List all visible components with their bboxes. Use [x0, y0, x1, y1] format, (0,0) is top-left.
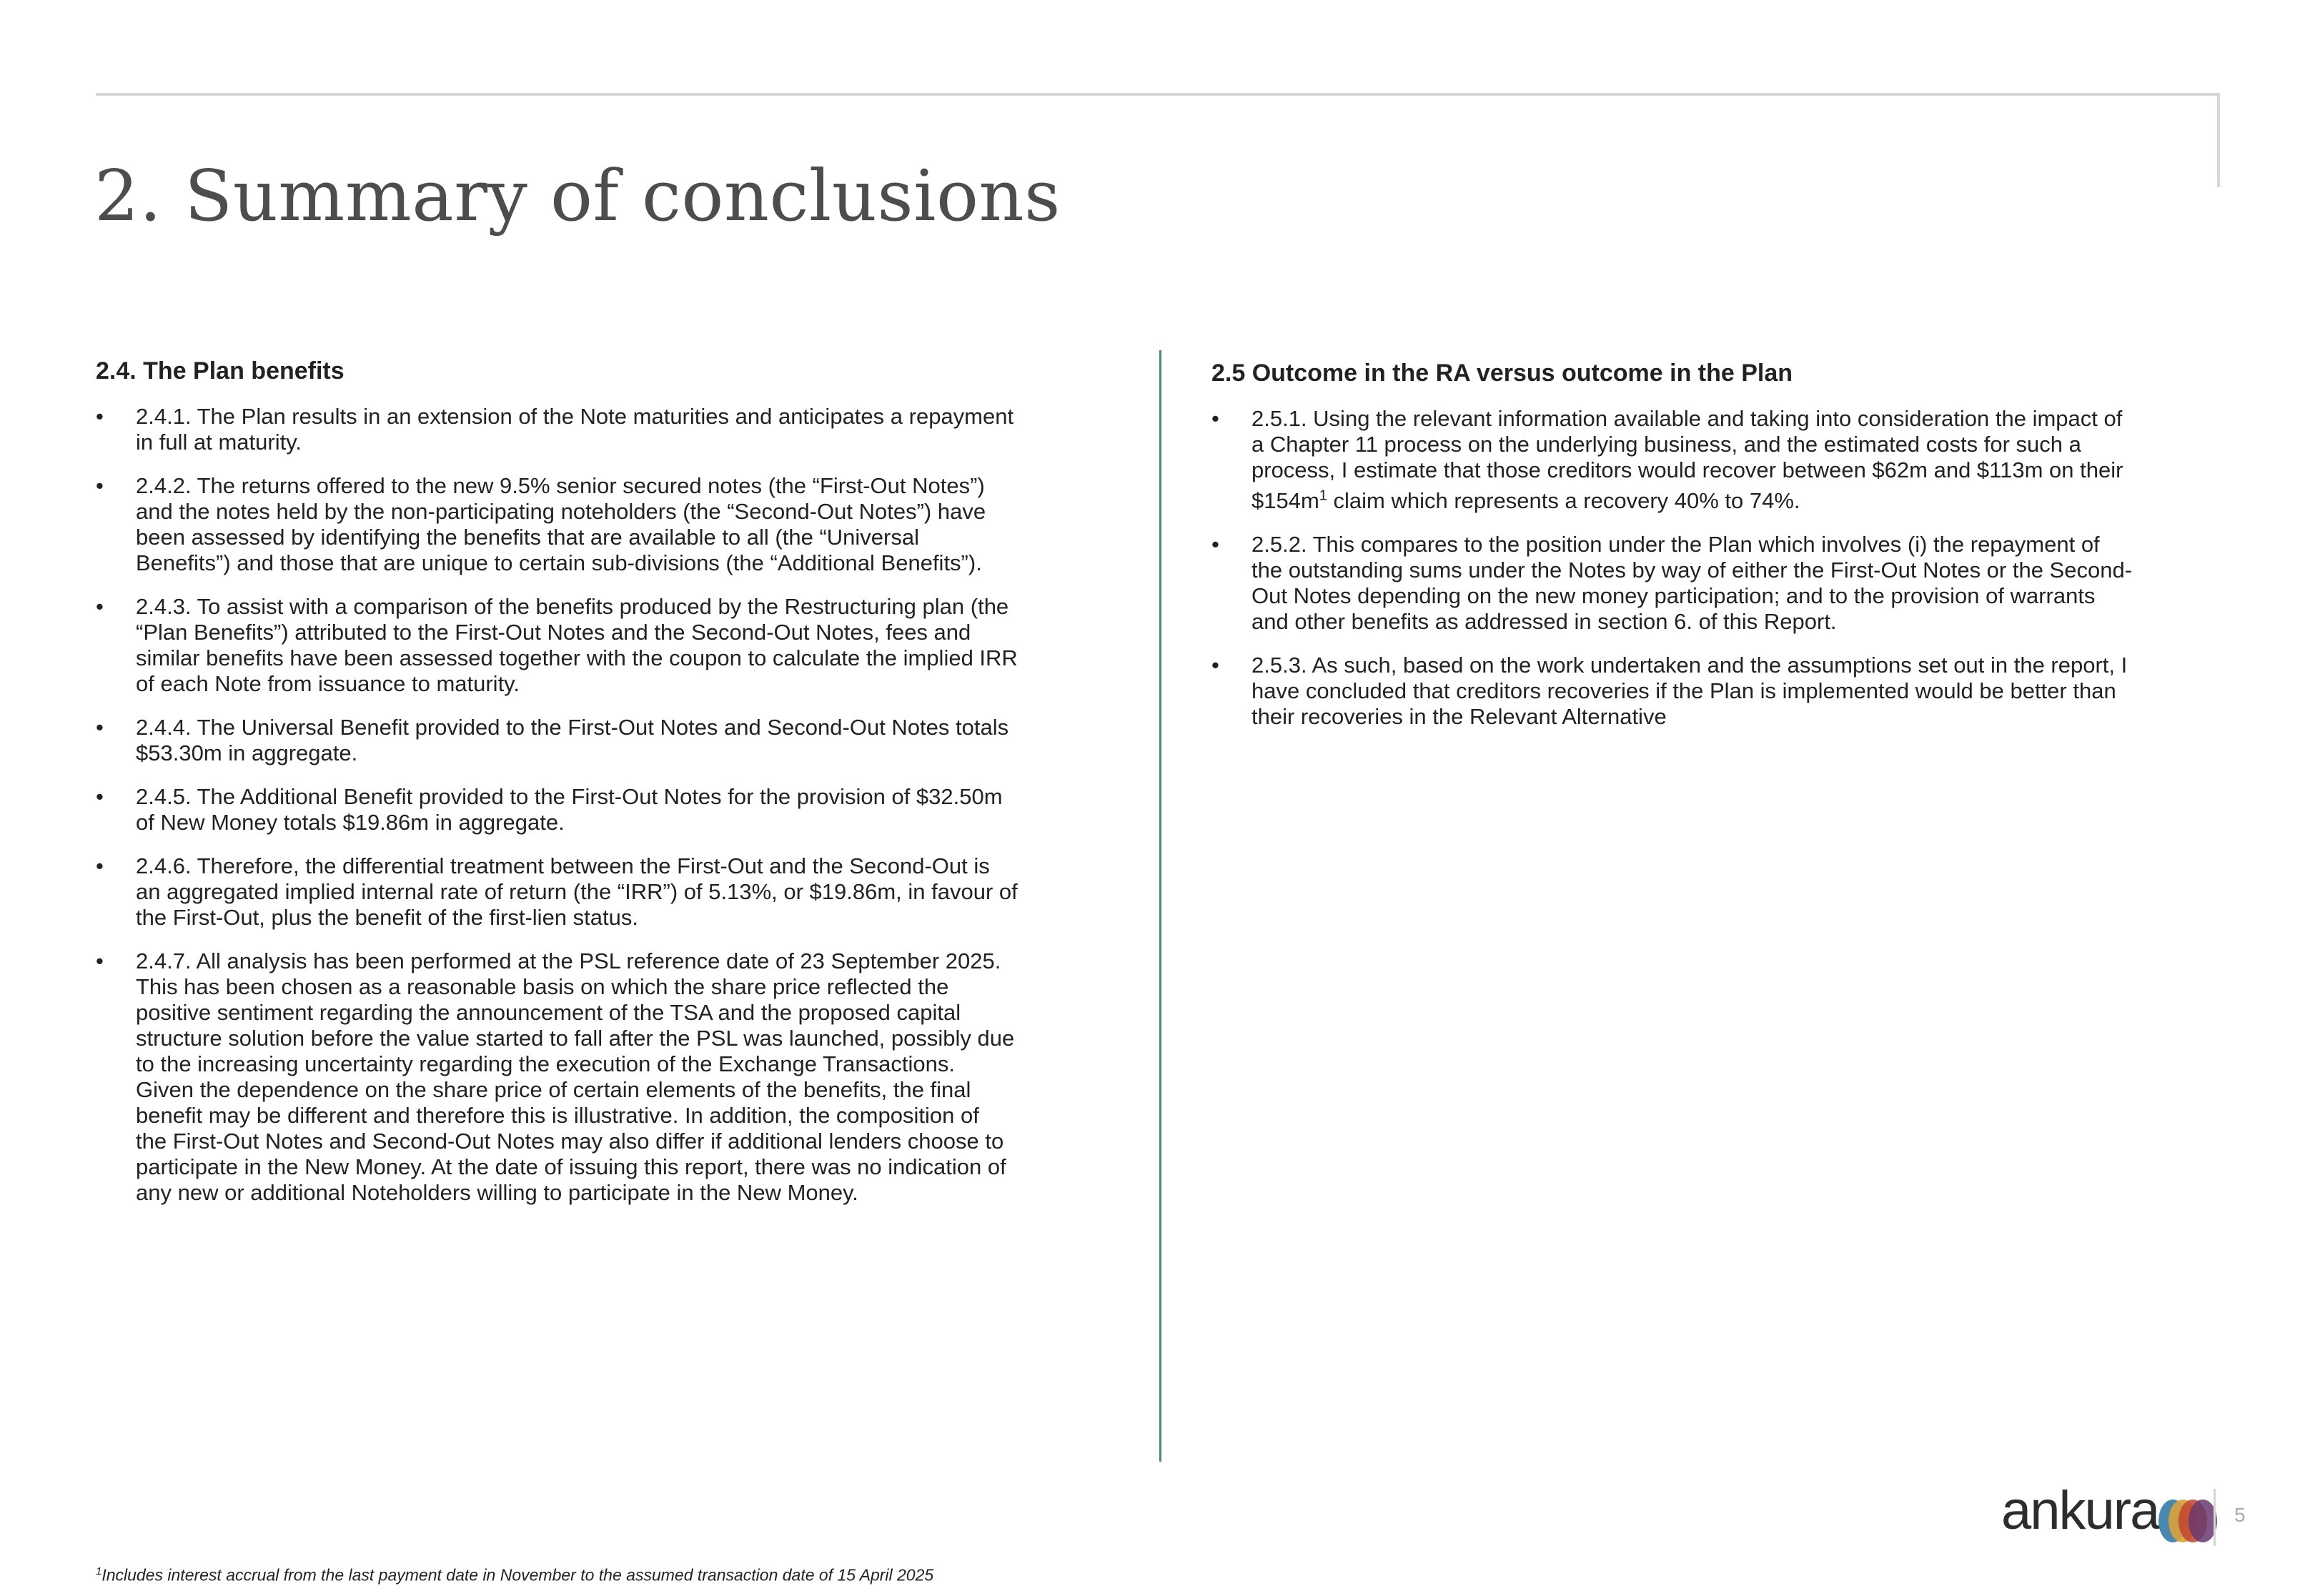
bullet-mark: • — [96, 594, 104, 619]
list-item — [96, 473, 1111, 576]
footer-rule — [2214, 1489, 2216, 1546]
list-item-text: 2.4.4. The Universal Benefit provided to the First-Out Notes and Second-Out Notes totals $53.30m in aggregate. — [136, 715, 1009, 765]
header-rule — [96, 93, 2220, 96]
list-item-text-part: 2.5.1. Using the relevant information available and taking into consideration the impact of a Chapter 11 process on the underlying business, and the estimated costs for such a process, I estimate that those creditors would recover between $62m and $113m on their $154m — [1251, 406, 2123, 514]
ra-vs-plan-list — [1211, 406, 2212, 730]
page-number: 5 — [2234, 1504, 2246, 1526]
list-item — [96, 948, 1111, 1206]
list-item — [1211, 653, 2212, 730]
list-item — [96, 404, 1111, 455]
column-divider — [1159, 350, 1161, 1462]
header-rule-tick — [2217, 93, 2220, 187]
bullet-mark: • — [96, 853, 104, 878]
list-item-text: 2.5.2. This compares to the position under the Plan which involves (i) the repayment of the outstanding sums under the Notes by way of either the First-Out Notes or the Second- Out Notes depending on the new money participation; and to the provision of warrants and other benefits as addressed in section 6. of this Report. — [1251, 532, 2133, 635]
section-heading-ra-vs-plan: 2.5 Outcome in the RA versus outcome in the Plan — [1211, 360, 1793, 387]
list-item — [96, 715, 1111, 766]
page-title: 2. Summary of conclusions — [94, 156, 1061, 237]
logo-ring-purple — [2188, 1500, 2217, 1542]
logo-wordmark: ankura — [2001, 1480, 2159, 1541]
list-item-text: 2.4.5. The Additional Benefit provided to the First-Out Notes for the provision of $32.50m of New Money totals $19.86m in aggregate. — [136, 784, 1003, 835]
list-item-text — [1251, 406, 2123, 513]
list-item-text: 2.4.1. The Plan results in an extension of the Note maturities and anticipates a repayment in full at maturity. — [136, 404, 1014, 455]
footnote-mark: 1 — [96, 1565, 102, 1577]
bullet-mark: • — [96, 473, 104, 498]
list-item-text: 2.4.7. All analysis has been performed at the PSL reference date of 23 September 2025. This has been chosen as a reasonable basis on which the share price reflected the positive sentiment regarding the announcement of the TSA and the proposed capital structure solution before the value started to fall after the PSL was launched, possibly due to the increasing uncertainty regarding the execution of the Exchange Transactions. Given the dependence on the share price of certain elements of the benefits, the final benefit may be different and therefore this is illustrative. In addition, the composition of the First-Out Notes and Second-Out Notes may also differ if additional lenders choose to participate in the New Money. At the date of issuing this report, there was no indication of any new or additional Noteholders willing to participate in the New Money. — [136, 948, 1015, 1205]
bullet-mark: • — [1211, 406, 1219, 431]
bullet-mark: • — [1211, 653, 1219, 678]
plan-benefits-list — [96, 404, 1111, 1206]
footnote-text: Includes interest accrual from the last payment date in November to the assumed transaction date of 15 April 2025 — [101, 1565, 934, 1585]
list-item-text: 2.4.3. To assist with a comparison of the benefits produced by the Restructuring plan (the “Plan Benefits”) attributed to the First-Out Notes and the Second-Out Notes, fees and similar benefits have been assessed together with the coupon to calculate the implied IRR of each Note from issuance to maturity. — [136, 594, 1018, 696]
list-item — [1211, 406, 2212, 514]
bullet-mark: • — [96, 715, 104, 740]
right-column — [1211, 360, 2212, 748]
bullet-mark: • — [96, 404, 104, 429]
list-item-text: 2.5.3. As such, based on the work undertaken and the assumptions set out in the report, I have concluded that creditors recoveries if the Plan is implemented would be better than their recoveries in the Relevant Alternative — [1251, 653, 2128, 730]
list-item-text-part: claim which represents a recovery 40% to 74%. — [1327, 488, 1800, 514]
list-item — [96, 594, 1111, 697]
list-item — [96, 853, 1111, 931]
logo-mark-icon — [2157, 1498, 2221, 1544]
list-item-text: 2.4.2. The returns offered to the new 9.5% senior secured notes (the “First-Out Notes”) and the notes held by the non-participating noteholders (the “Second-Out Notes”) have been assessed by identifying the benefits that are available to all (the “Universal Benefits”) and those that are unique to certain sub-divisions (the “Additional Benefits”). — [136, 473, 986, 575]
bullet-mark: • — [96, 784, 104, 809]
left-column — [96, 357, 1111, 1224]
section-heading-plan-benefits: 2.4. The Plan benefits — [96, 357, 344, 385]
list-item — [96, 784, 1111, 836]
footnote — [96, 1565, 933, 1585]
bullet-mark: • — [96, 948, 104, 973]
list-item — [1211, 532, 2212, 635]
footnote-reference: 1 — [1319, 488, 1327, 504]
list-item-text: 2.4.6. Therefore, the differential treatment between the First-Out and the Second-Out is an aggregated implied internal rate of return (the “IRR”) of 5.13%, or $19.86m, in favour of the First-Out, plus the benefit of the first-lien status. — [136, 853, 1018, 930]
bullet-mark: • — [1211, 532, 1219, 557]
